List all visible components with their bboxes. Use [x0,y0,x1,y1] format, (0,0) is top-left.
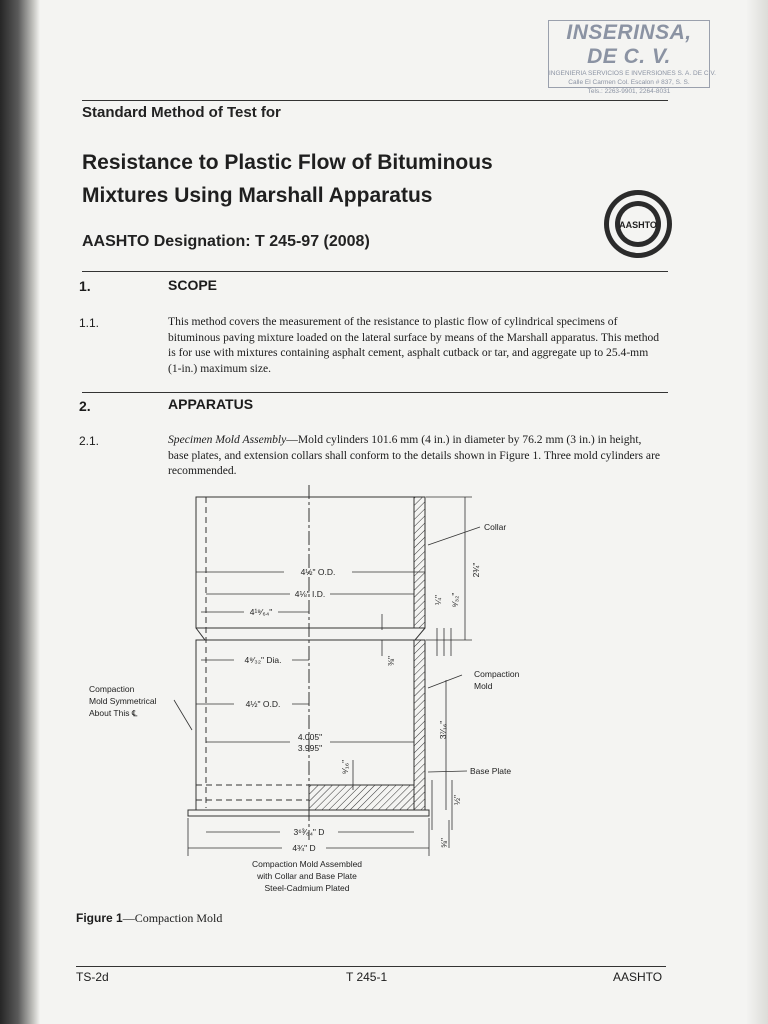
figure-caption-line-2: with Collar and Base Plate [257,871,357,881]
figure-1-title: —Compaction Mold [122,911,223,925]
dim-id-max: 4.005" [297,732,323,742]
label-symmetric-1: Compaction [89,684,135,694]
paragraph-2-1-text [168,432,662,479]
figure-1-label: Figure 1 [76,911,123,925]
section-1-number: 1. [79,278,91,294]
dim-v-3-8: ⅜" [386,655,396,667]
dim-mold-od: 4½" O.D. [245,699,281,709]
dim-v-9-16: ⁹⁄₁₆" [340,759,350,775]
paragraph-2-1-body: —Mold cylinders 101.6 mm (4 in.) in diameter by 76.2 mm (3 in.) in height, base plates, and extension collars shall conform to the details shown in Figure 1. Three mold cylinders are recommended. [168,433,661,477]
mold-wall [414,640,425,810]
compaction-mold-figure [80,480,530,902]
page-binding-shadow [0,0,40,1024]
paragraph-1-1-text: This method covers the measurement of the resistance to plastic flow of cylindrical specimens of bituminous paving mixture loaded on the lateral surface by means of the Marshall apparatus. This method is for use with mixtures containing asphalt cement, asphalt cutback or tar, and aggregate up to 25.4-mm (1-in.) maximum size. [168,315,660,375]
dim-4-19-64: 4¹⁹⁄₆₄" [249,607,273,617]
label-symmetric-2: Mold Symmetrical [89,696,157,706]
company-stamp [548,20,716,95]
dim-4-9-32-dia: 4⁹⁄₃₂" Dia. [244,655,282,665]
collar-wall [414,497,425,628]
collar-lip [196,628,425,640]
section-1-title: SCOPE [168,277,218,293]
label-compaction-mold-2: Mold [474,681,493,691]
aashto-seal-icon [602,188,674,260]
dim-collar-id: 4⅛" I.D. [294,589,326,599]
dim-base-d1: 3⁶³⁄₆₄" D [293,827,325,837]
header-rule [82,100,668,101]
dim-v-5-8: ⅝" [439,837,449,849]
stamp-line-3: Tels.: 2263-9901, 2264-8031 [587,88,671,95]
dim-collar-od: 4½" O.D. [300,567,336,577]
footer-rule [76,966,666,967]
base-plate-insert [309,785,414,810]
collar-outline [196,497,425,628]
label-symmetric-3: About This ℄ [89,708,138,718]
dim-v-1-2: ½" [452,794,462,806]
paragraph-1-1-number: 1.1. [79,316,100,330]
footer-right: AASHTO [613,970,663,984]
dim-v-9-32: ⁹⁄₃₂" [450,592,460,608]
label-base-plate: Base Plate [470,766,512,776]
paragraph-2-1-number: 2.1. [79,434,100,448]
stamp-name: INSERINSA, DE C. V. [566,21,692,68]
section-2-number: 2. [79,398,91,414]
section-1-rule [82,271,668,272]
aashto-designation: AASHTO Designation: T 245-97 (2008) [82,233,370,250]
title-line-1: Resistance to Plastic Flow of Bituminous [82,151,493,174]
stamp-line-1: INGENIERIA SERVICIOS E INVERSIONES S. A. DE C.V. [549,70,716,77]
stamp-line-2: Calle El Carmen Col. Escalon # 837, S. S. [568,79,690,86]
document-title [82,146,493,212]
figure-1-caption [76,911,222,926]
page-edge-shadow [746,0,768,1024]
seal-year: 1914 [631,248,645,254]
label-collar: Collar [484,522,507,532]
label-compaction-mold-1: Compaction [474,669,520,679]
footer-left: TS-2d [76,970,109,984]
dim-base-d2: 4¾" D [292,843,316,853]
footer-page-number: T 245-1 [346,970,388,984]
paragraph-2-1-italic: Specimen Mold Assembly [168,433,287,446]
dim-v-3-7-16: 3⁷⁄₁₆" [438,720,448,740]
figure-caption-line-3: Steel-Cadmium Plated [264,883,350,893]
section-2-title: APPARATUS [168,396,254,412]
section-2-rule [82,392,668,393]
dim-id-min: 3.995" [297,743,323,753]
seal-abbrev: AASHTO [619,220,657,230]
dim-v-1-4: ¼" [433,594,443,606]
title-line-2: Mixtures Using Marshall Apparatus [82,184,433,207]
dim-v-2-3-4: 2¾" [471,562,481,578]
standard-subtitle: Standard Method of Test for [82,104,281,121]
figure-caption-line-1: Compaction Mold Assembled [251,859,363,869]
